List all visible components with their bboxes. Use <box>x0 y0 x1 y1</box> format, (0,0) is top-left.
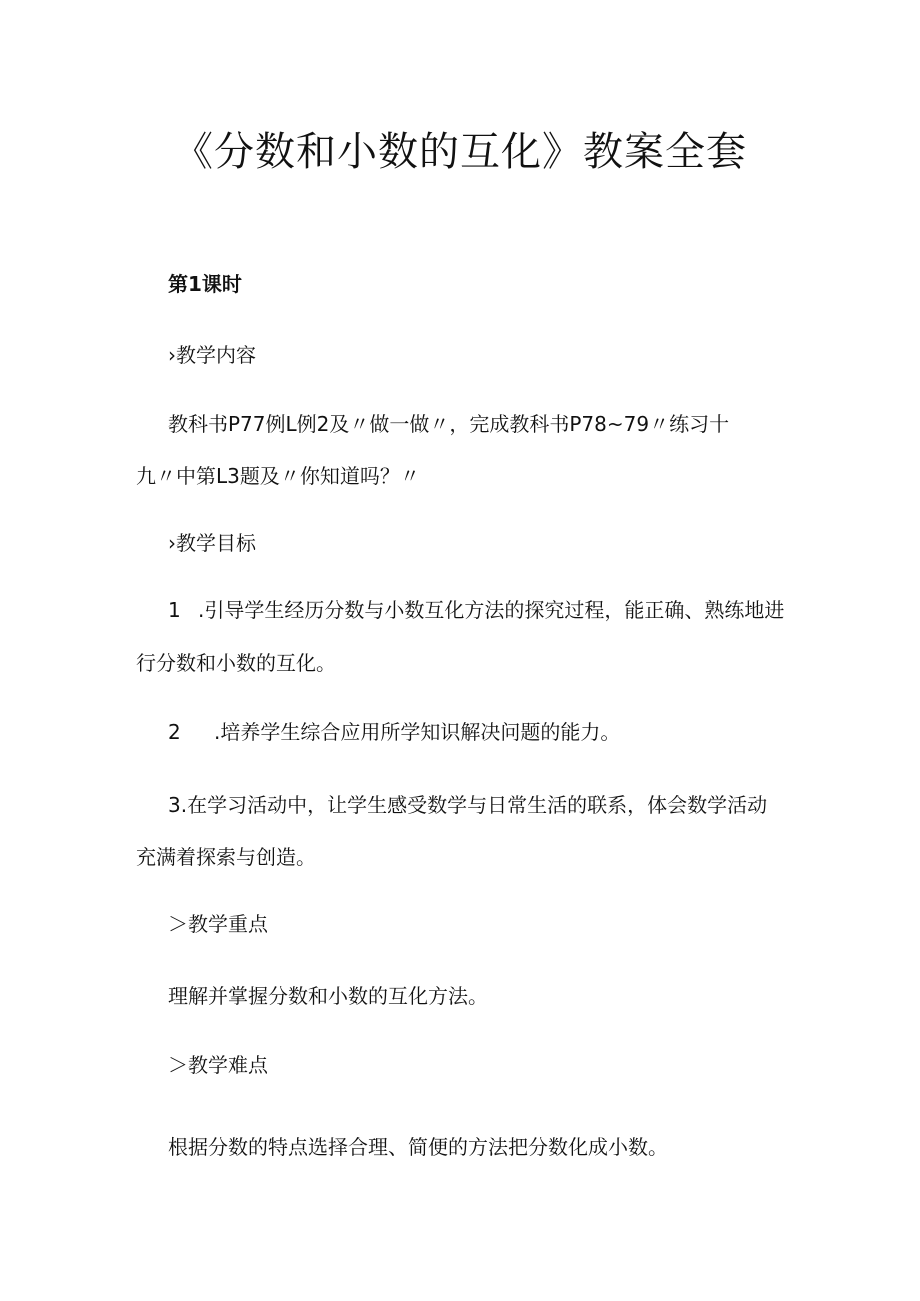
section-heading-key-points: ＞教学重点 <box>168 912 268 936</box>
goal-3-line-1: 3.在学习活动中，让学生感受数学与日常生活的联系，体会数学活动 <box>168 793 768 817</box>
goal-1-number: 1 <box>168 598 181 622</box>
goal-2-text: .培养学生综合应用所学知识解决问题的能力。 <box>214 720 621 744</box>
goal-1-text: .引导学生经历分数与小数互化方法的探究过程，能正确、熟练地进 <box>198 598 785 622</box>
section-heading-difficulties: ＞教学难点 <box>168 1053 268 1077</box>
goal-1-line-1 <box>168 596 784 624</box>
lesson-label: 第1课时 <box>168 272 242 296</box>
goal-2-number: 2 <box>168 720 181 744</box>
content-text-line-2: 九〃中第L3题及〃你知道吗？〃 <box>136 464 420 488</box>
goal-2 <box>168 718 620 746</box>
section-heading-goals: ›教学目标 <box>168 531 256 555</box>
goal-3-line-2: 充满着探索与创造。 <box>136 845 316 869</box>
key-points-text: 理解并掌握分数和小数的互化方法。 <box>168 984 488 1008</box>
content-text-line-1: 教科书P77例L例2及〃做一做〃，完成教科书P78~79〃练习十 <box>168 412 730 436</box>
document-title: 《分数和小数的互化》教案全套 <box>173 129 747 175</box>
difficulties-text: 根据分数的特点选择合理、简便的方法把分数化成小数。 <box>168 1135 668 1159</box>
goal-1-line-2: 行分数和小数的互化。 <box>136 651 336 675</box>
section-heading-content: ›教学内容 <box>168 343 256 367</box>
